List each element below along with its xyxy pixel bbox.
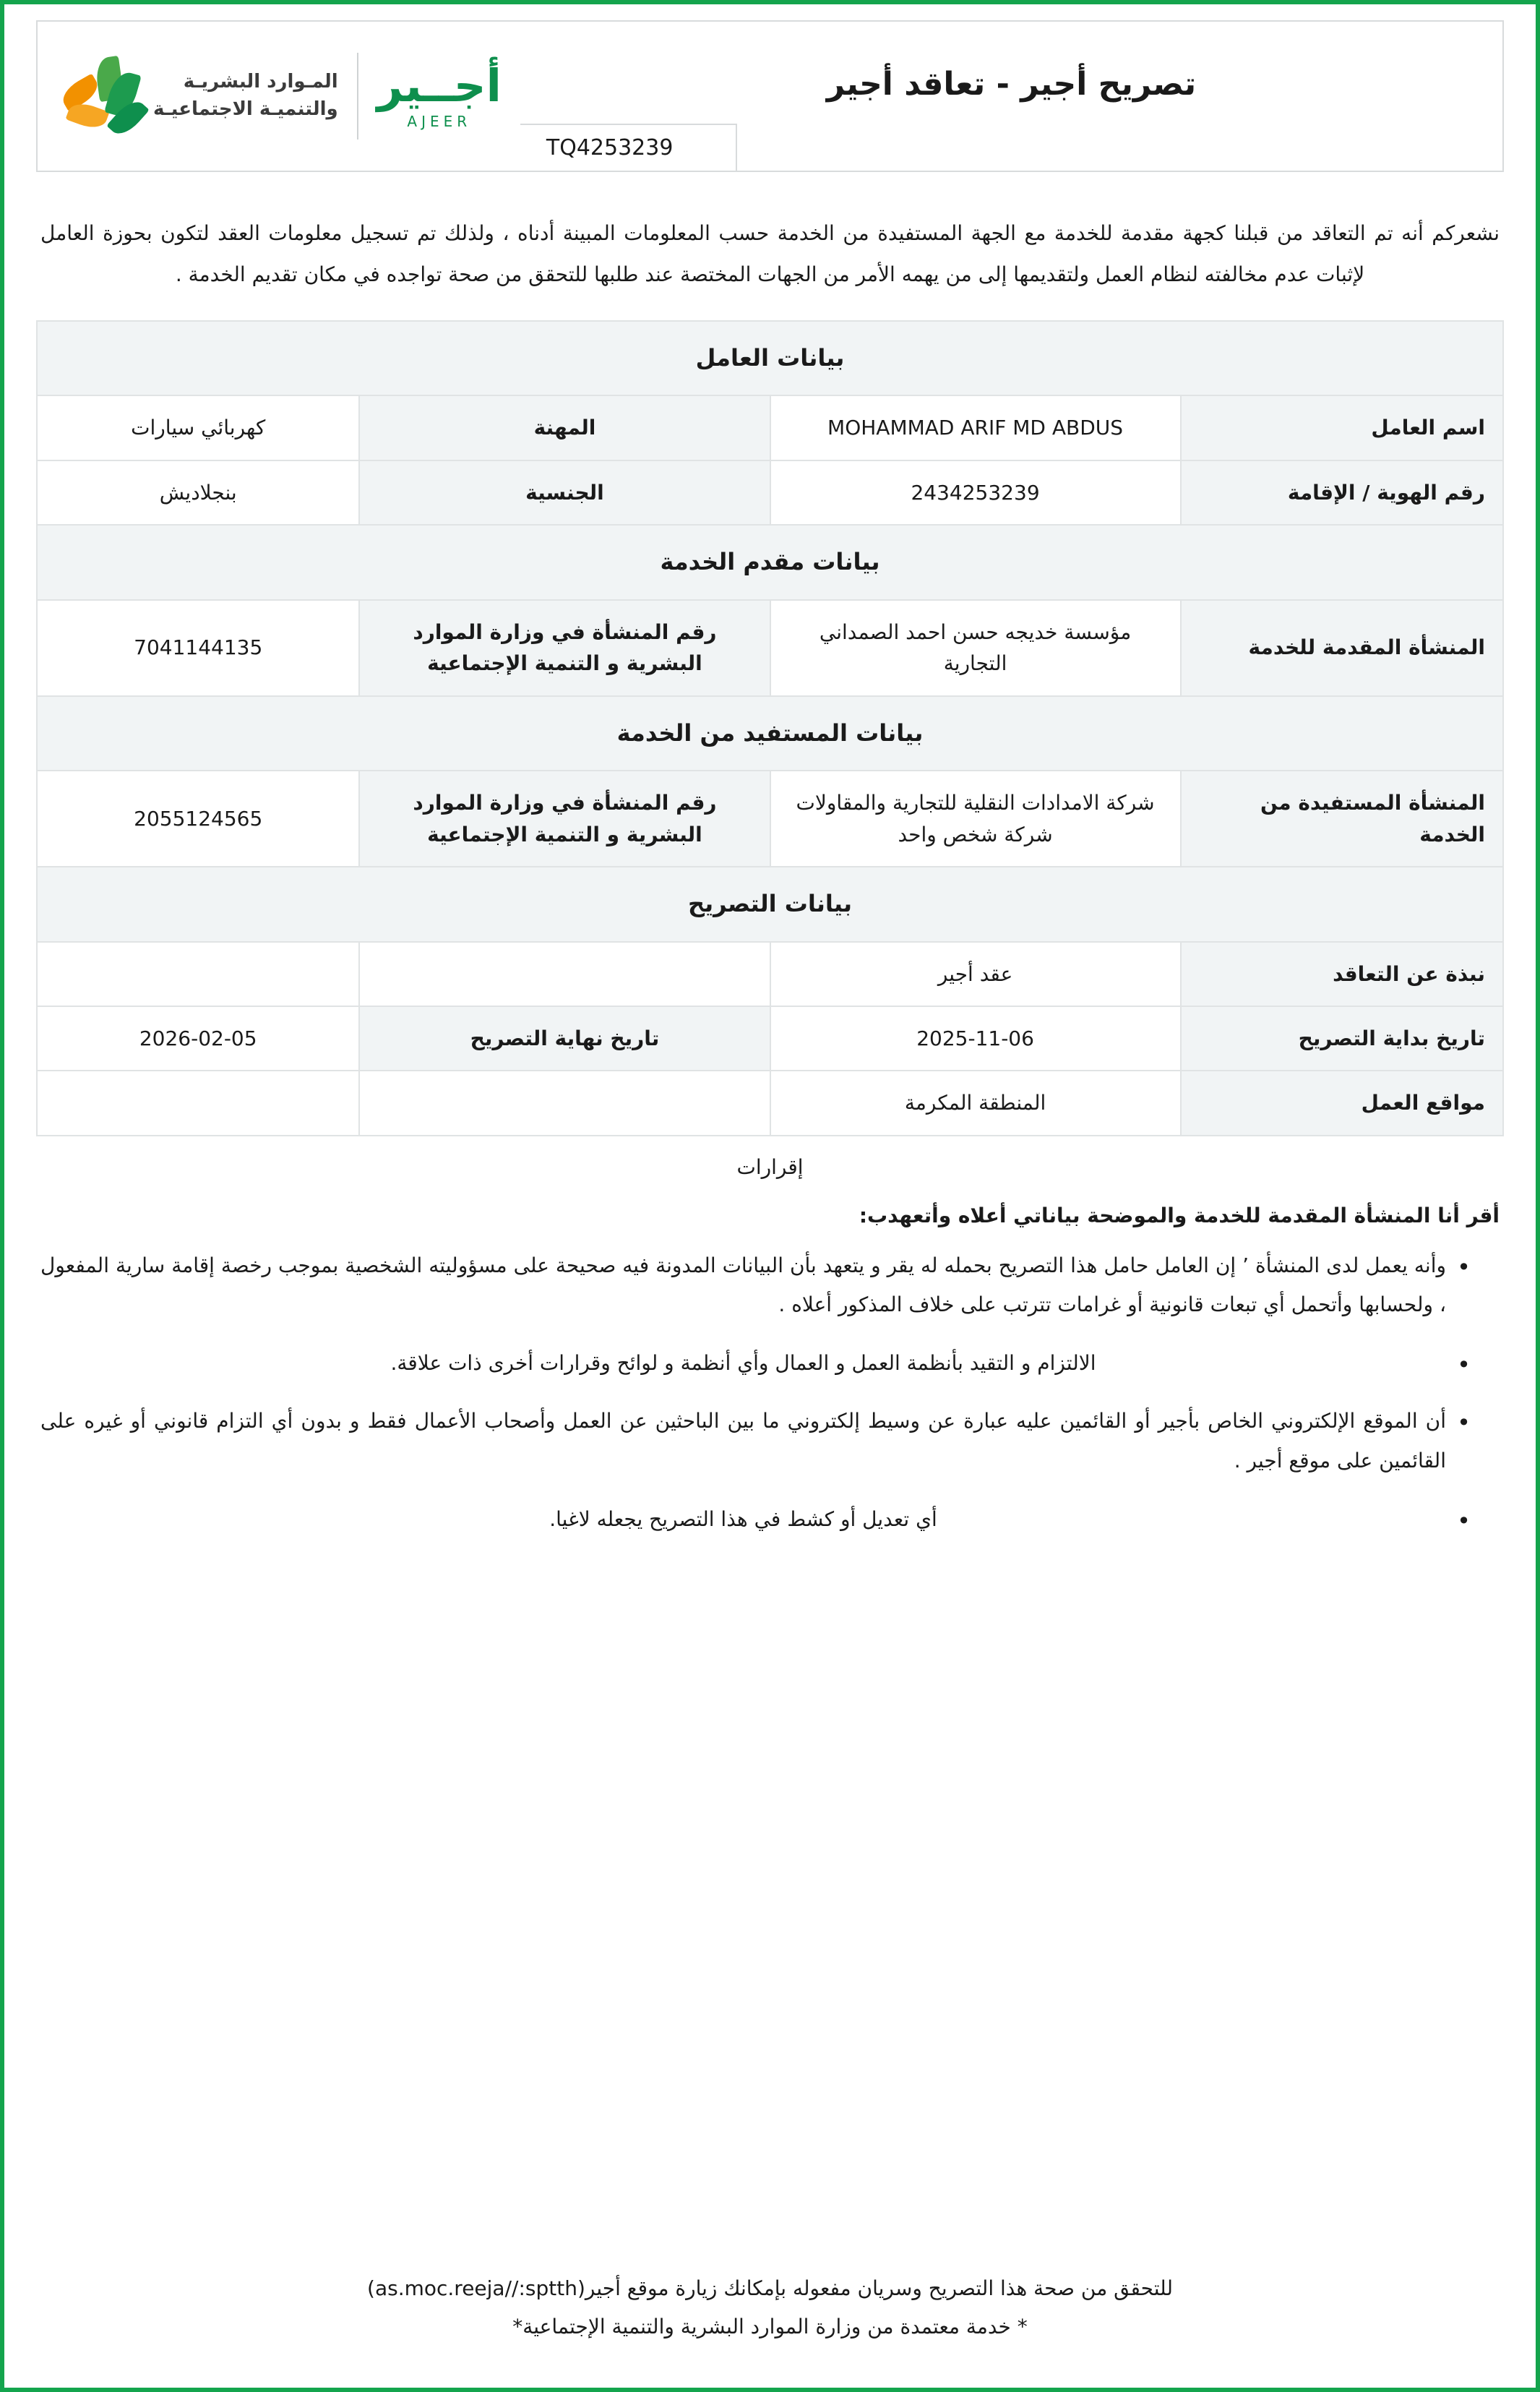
work-locations-label: مواقع العمل (1181, 1071, 1503, 1135)
list-item: • الالتزام و التقيد بأنظمة العمل و العمال وأي أنظمة و لوائح وقرارات أخرى ذات علاقة. (40, 1344, 1471, 1384)
document-footer (4, 2269, 1536, 2346)
contract-summary-empty-2 (37, 942, 359, 1006)
table-section-header-row (37, 321, 1503, 396)
section-title-permit: بيانات التصريح (37, 867, 1503, 942)
permit-start-date-label: تاريخ بداية التصريح (1181, 1006, 1503, 1071)
table-section-header-row (37, 867, 1503, 942)
provider-establishment-number-label: رقم المنشأة في وزارة الموارد البشرية و التنمية الإجتماعية (359, 600, 770, 696)
hrsd-logo-icon (56, 53, 143, 140)
work-locations-empty-2 (37, 1071, 359, 1135)
provider-establishment-value: مؤسسة خديجه حسن احمد الصمداني التجارية (770, 600, 1181, 696)
permit-end-date-label: تاريخ نهاية التصريح (359, 1006, 770, 1071)
worker-occupation-value: كهربائي سيارات (37, 395, 359, 460)
contract-summary-empty-1 (359, 942, 770, 1006)
work-locations-value: المنطقة المكرمة (770, 1071, 1181, 1135)
hrsd-logo-text (153, 69, 338, 123)
table-row (37, 600, 1503, 696)
beneficiary-establishment-number-label: رقم المنشأة في وزارة الموارد البشرية و التنمية الإجتماعية (359, 771, 770, 867)
worker-id-label: رقم الهوية / الإقامة (1181, 460, 1503, 525)
worker-nationality-value: بنجلاديش (37, 460, 359, 525)
intro-paragraph: نشعركم أنه تم التعاقد من قبلنا كجهة مقدمة للخدمة مع الجهة المستفيدة من الخدمة حسب المعلومات المبينة أدناه ، ولذلك تم تسجيل معلومات العقد لتكون بحوزة العامل لإثبات عدم مخالفته لنظام العمل ولتقديمها إلى من يهمه الأمر من الجهات المختصة عند طلبها للتحقق من صحة تواجده في مكان تقديم الخدمة . (40, 221, 1500, 287)
work-locations-empty-1 (359, 1071, 770, 1135)
contract-summary-label: نبذة عن التعاقد (1181, 942, 1503, 1006)
permit-start-date-value: 2025-11-06 (770, 1006, 1181, 1071)
table-row (37, 395, 1503, 460)
table-row (37, 771, 1503, 867)
document-number: TQ4253239 (520, 124, 737, 171)
footer-service-line: * خدمة معتمدة من وزارة الموارد البشرية والتنمية الإجتماعية* (512, 2314, 1028, 2339)
provider-establishment-number-value: 7041144135 (37, 600, 359, 696)
declarations-intro: أقر أنا المنشأة المقدمة للخدمة والموضحة بياناتي أعلاه وأتعهدب: (859, 1203, 1500, 1227)
beneficiary-establishment-label: المنشأة المستفيدة من الخدمة (1181, 771, 1503, 867)
table-section-header-row (37, 525, 1503, 600)
worker-nationality-label: الجنسية (359, 460, 770, 525)
section-title-provider: بيانات مقدم الخدمة (37, 525, 1503, 600)
table-row (37, 460, 1503, 525)
footer-verification-line: للتحقق من صحة هذا التصريح وسريان مفعوله بإمكانك زيارة موقع أجير(as.moc.reeja//:sptth) (367, 2276, 1173, 2300)
page-title: تصريح أجير - تعاقد أجير (826, 65, 1197, 103)
worker-name-label: اسم العامل (1181, 395, 1503, 460)
hrsd-logo-line1: المـوارد البشريـة (183, 71, 338, 93)
list-item: • وأنه يعمل لدى المنشأة ’ إن العامل حامل هذا التصريح بحمله له يقر و يتعهد بأن البيانات المدونة فيه صحيحة على مسؤوليته الشخصية بموجب رخصة إقامة سارية المفعول ، ولحسابها وأتحمل أي تبعات قانونية أو غرامات تترتب على خلاف المذكور أعلاه . (40, 1246, 1471, 1325)
logo-divider (357, 53, 358, 140)
list-item: • أن الموقع الإلكتروني الخاص بأجير أو القائمين عليه عبارة عن وسيط إلكتروني ما بين الباحثين عن العمل وأصحاب الأعمال فقط و بدون أي التزام قانوني أو غيره على القائمين على موقع أجير . (40, 1402, 1471, 1480)
table-row (37, 1006, 1503, 1071)
list-item: • أي تعديل أو كشط في هذا التصريح يجعله لاغيا. (40, 1500, 1471, 1540)
beneficiary-establishment-number-value: 2055124565 (37, 771, 359, 867)
ajeer-logo-sub: AJEER (407, 113, 472, 130)
worker-id-value: 2434253239 (770, 460, 1181, 525)
hrsd-logo (56, 53, 338, 140)
header-title-area (520, 22, 1502, 171)
document-header (36, 20, 1504, 172)
ajeer-logo (377, 59, 502, 130)
ajeer-logo-word: أجــير (377, 59, 502, 112)
declarations-list (40, 1246, 1471, 1540)
worker-name-value: MOHAMMAD ARIF MD ABDUS (770, 395, 1181, 460)
beneficiary-establishment-value: شركة الامدادات النقلية للتجارية والمقاولات شركة شخص واحد (770, 771, 1181, 867)
table-section-header-row (37, 696, 1503, 771)
worker-occupation-label: المهنة (359, 395, 770, 460)
section-title-worker: بيانات العامل (37, 321, 1503, 396)
provider-establishment-label: المنشأة المقدمة للخدمة (1181, 600, 1503, 696)
table-row (37, 1071, 1503, 1135)
permit-details-table (36, 320, 1504, 1136)
declarations-heading: إقرارات (736, 1154, 804, 1179)
contract-summary-value: عقد أجير (770, 942, 1181, 1006)
header-logos (38, 22, 520, 171)
document-body (4, 4, 1536, 1587)
section-title-beneficiary: بيانات المستفيد من الخدمة (37, 696, 1503, 771)
hrsd-logo-line2: والتنميـة الاجتماعيـة (153, 98, 338, 120)
permit-end-date-value: 2026-02-05 (37, 1006, 359, 1071)
table-row (37, 942, 1503, 1006)
